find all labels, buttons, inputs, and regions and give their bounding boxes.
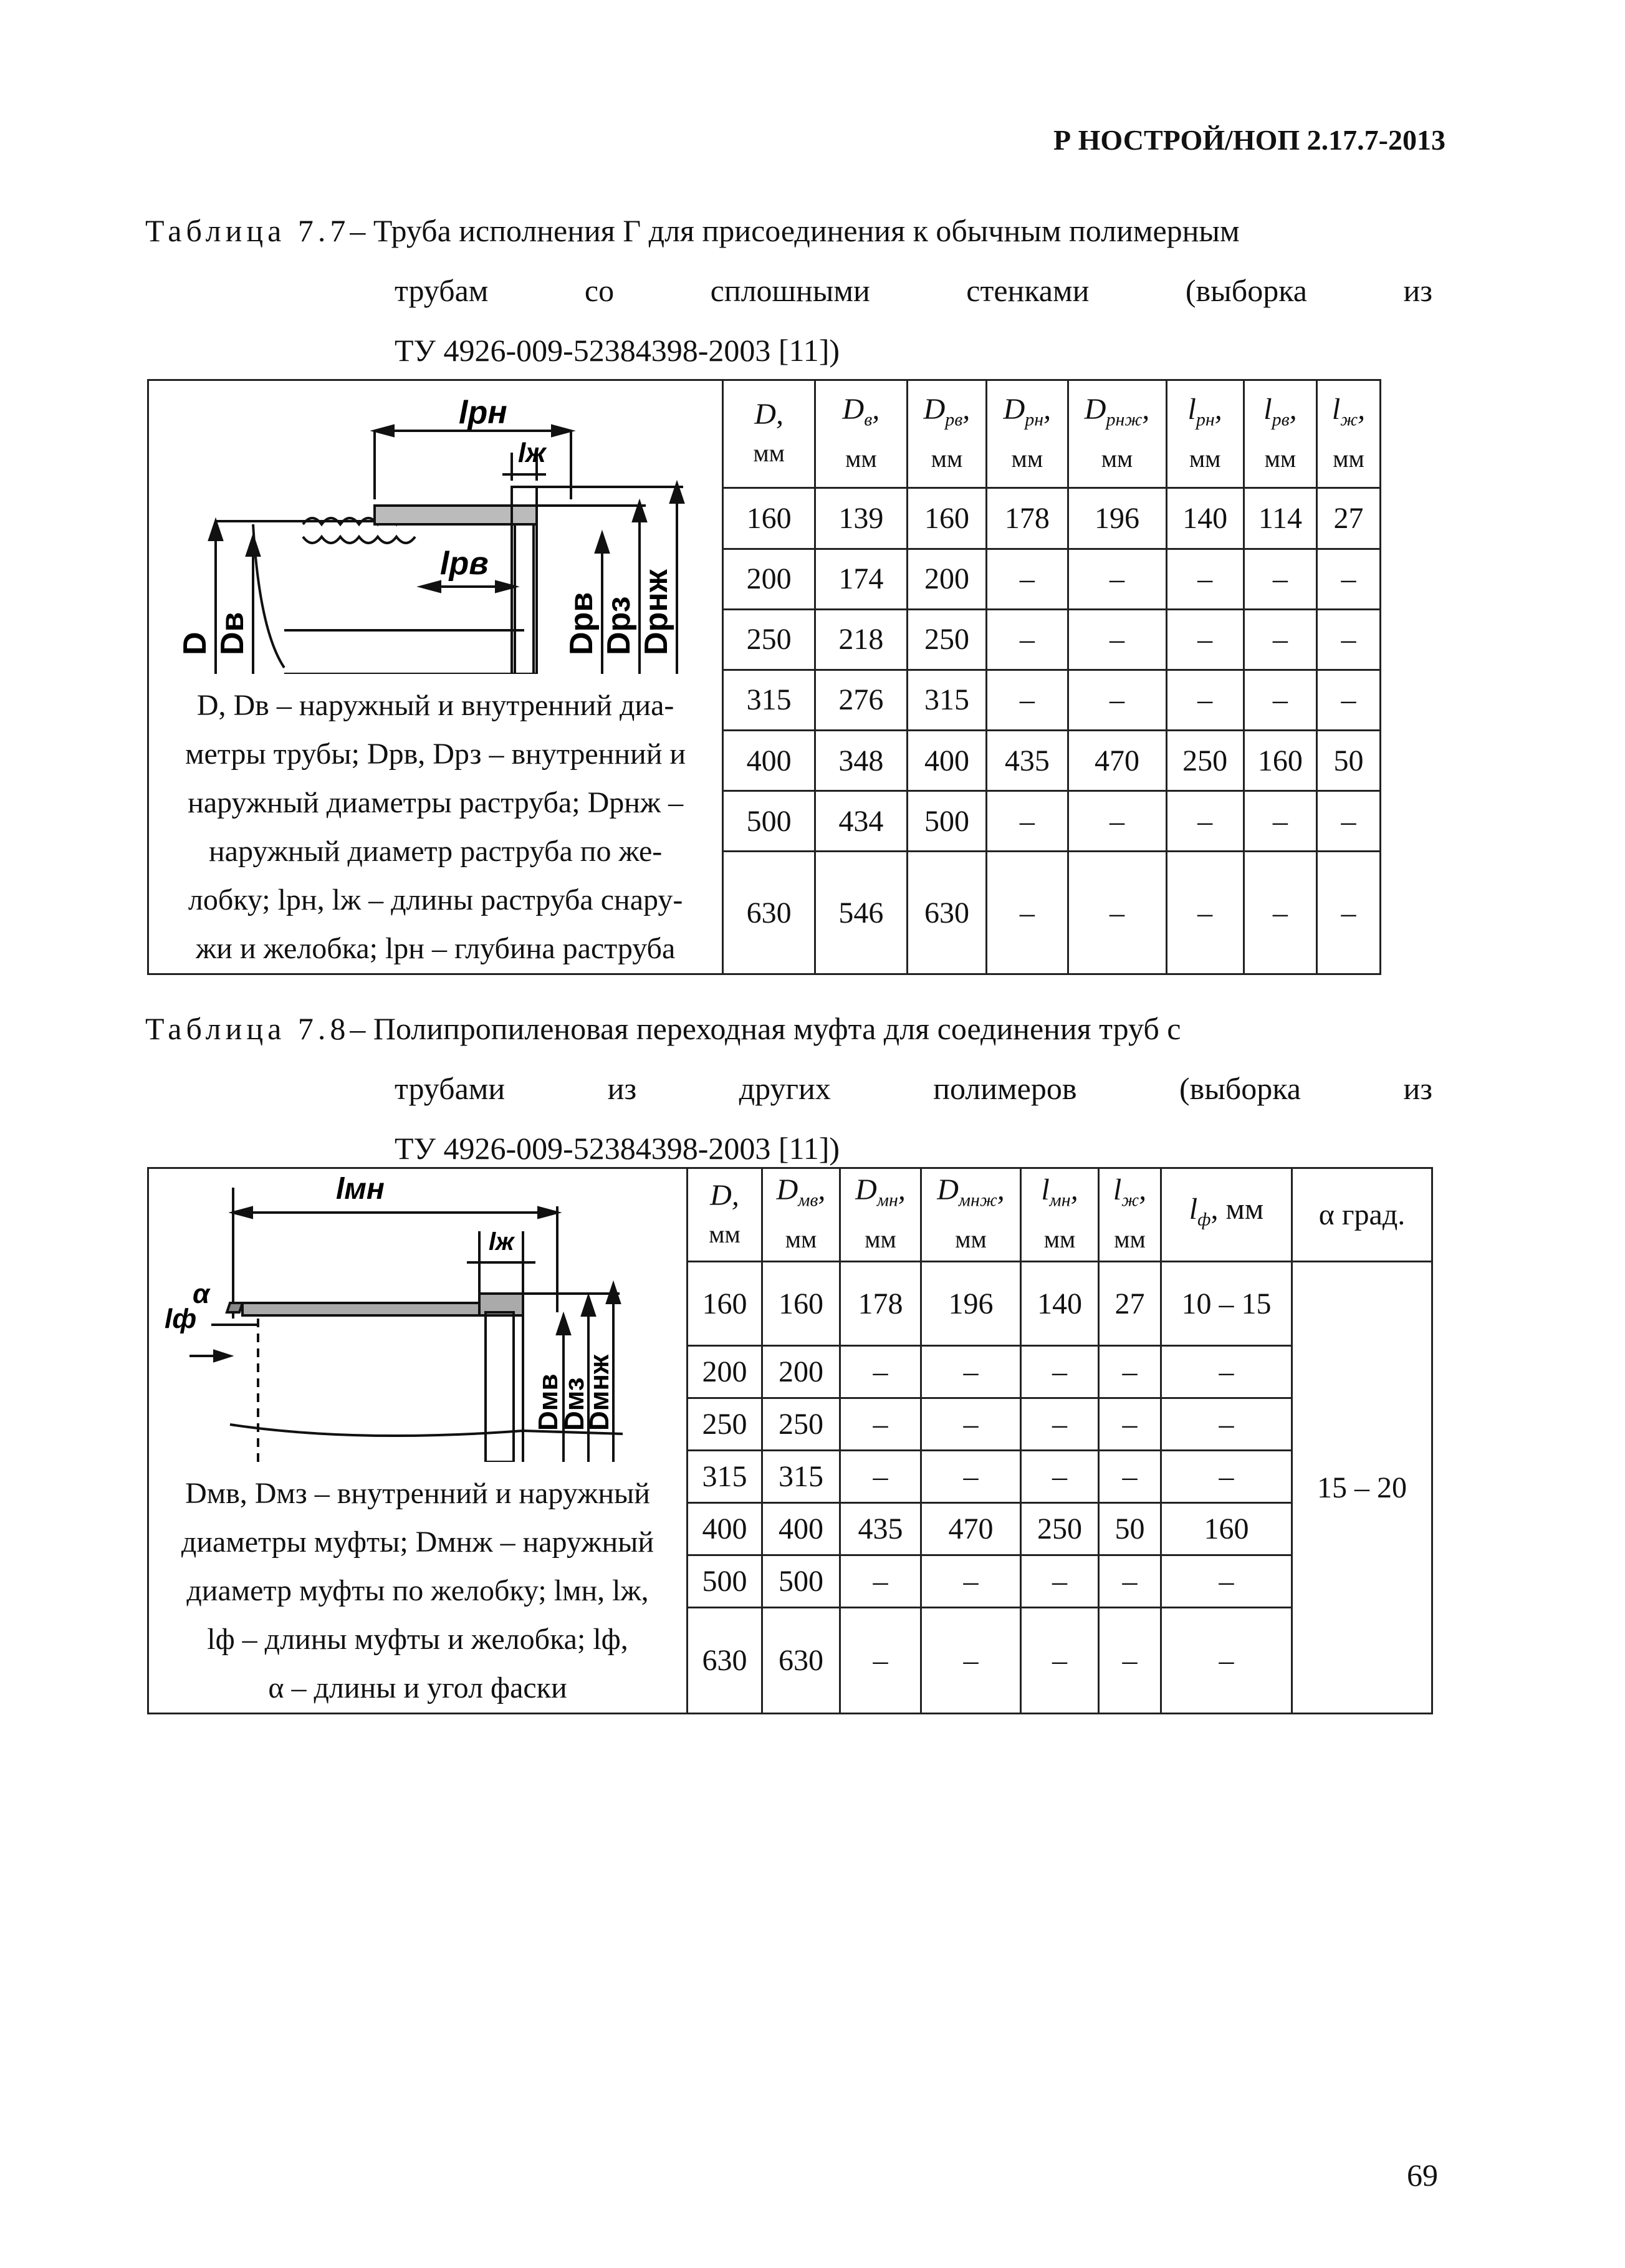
label-D: D [177,632,214,655]
table-cell: – [1244,852,1316,974]
table78-caption-line2 [395,1059,1432,1118]
table78-label: Таблица 7.8 [145,1011,350,1046]
table-cell: 27 [1317,488,1381,549]
table-cell: – [1099,1451,1161,1503]
label-Drnzh: Dрнж [638,569,675,655]
table78-word: из [1403,1071,1432,1106]
table-cell: – [1068,852,1166,974]
column-header: $l_{рн}$, мм [1166,380,1244,488]
table77-word: со [584,273,615,308]
table-cell: 348 [815,731,908,791]
table-cell: 400 [688,1503,762,1555]
legend-line: диаметр муфты по желобку; lмн, lж, [186,1574,649,1607]
table78-word: (выборка [1179,1071,1301,1106]
label-l-mn: lмн [336,1173,385,1206]
table-cell: – [921,1398,1021,1451]
table-cell: – [987,670,1068,730]
column-header: $l_ж$, мм [1099,1168,1161,1262]
column-header: $l_ф$, мм [1161,1168,1292,1262]
table-cell: 630 [723,852,815,974]
column-header: $l_ж$, мм [1317,380,1381,488]
table-cell: 174 [815,549,908,609]
legend-line: Dмв, Dмз – внутренний и наружный [185,1477,650,1510]
table-cell: – [921,1346,1021,1398]
column-header: $D_{рн}$, мм [987,380,1068,488]
table-cell: – [1021,1555,1099,1608]
table-cell: 200 [688,1346,762,1398]
table-cell: – [1099,1555,1161,1608]
table-cell: – [1021,1346,1099,1398]
column-header: $l_{мн}$, мм [1021,1168,1099,1262]
table-cell: 546 [815,852,908,974]
table-cell: 400 [907,731,986,791]
label-Drv: Dрв [563,592,600,655]
table-cell: – [1317,549,1381,609]
table-cell: 435 [840,1503,921,1555]
table77-caption-line2 [395,261,1432,320]
table-cell: 196 [921,1262,1021,1346]
table-cell: 500 [762,1555,840,1608]
table-cell: 140 [1021,1262,1099,1346]
table-cell: 160 [1244,731,1316,791]
table-cell: 218 [815,609,908,670]
table77-legend [149,681,722,973]
table-cell: – [1317,609,1381,670]
table-cell: – [987,609,1068,670]
table78-caption [145,999,1432,1178]
column-header: D, мм [723,380,815,488]
column-header: D, мм [688,1168,762,1262]
legend-line: наружный диаметры раструба; Dрнж – [188,786,684,819]
table-cell: – [987,852,1068,974]
table-cell: 114 [1244,488,1316,549]
label-Drz: Dрз [601,596,638,655]
table-cell: – [840,1451,921,1503]
table-cell: – [1166,670,1244,730]
column-header: $D_{мв}$, мм [762,1168,840,1262]
table-cell: 160 [723,488,815,549]
table-cell: 435 [987,731,1068,791]
table-cell: 160 [1161,1503,1292,1555]
label-l-rv: lрв [440,545,489,582]
table-cell: 196 [1068,488,1166,549]
table-cell: 27 [1099,1262,1161,1346]
table-cell: 434 [815,791,908,852]
table-cell: 470 [921,1503,1021,1555]
table78-word: трубами [395,1071,506,1106]
page-number: 69 [1407,2158,1438,2193]
column-header: $D_в$, мм [815,380,908,488]
table77 [147,379,1381,975]
table-cell: – [921,1451,1021,1503]
label-Dmv: Dмв [533,1373,563,1431]
table-cell: 140 [1166,488,1244,549]
table-cell: – [1161,1555,1292,1608]
table-cell: – [1166,791,1244,852]
table-cell: 10 – 15 [1161,1262,1292,1346]
legend-line: метры трубы; Dрв, Dрз – внутренний и [185,738,686,771]
table-cell: 500 [723,791,815,852]
table-cell: – [1161,1346,1292,1398]
label-l-rn: lрн [459,395,507,431]
legend-line: лобку; lрн, lж – длины раструба снару- [188,883,683,916]
table-cell: 200 [762,1346,840,1398]
table78-word: других [739,1071,831,1106]
table-cell: – [1068,609,1166,670]
label-l-f: lф [165,1304,197,1334]
column-header: $D_{рв}$, мм [907,380,986,488]
table-cell: 200 [907,549,986,609]
table-cell: – [921,1555,1021,1608]
table77-caption-line1: – Труба исполнения Г для присоединения к обычным полимерным [350,213,1240,248]
column-header: $l_{рв}$, мм [1244,380,1316,488]
table77-word: из [1403,273,1432,308]
table77-word: стенками [966,273,1090,308]
table-cell: – [987,791,1068,852]
legend-line: диаметры муфты; Dмнж – наружный [181,1526,654,1559]
table-cell: 139 [815,488,908,549]
table-cell: 630 [688,1608,762,1714]
table77-caption [145,201,1432,380]
table-cell: 400 [762,1503,840,1555]
table78-caption-line1: – Полипропиленовая переходная муфта для соединения труб с [350,1011,1181,1046]
table-cell: – [840,1608,921,1714]
table-cell: 250 [907,609,986,670]
table-cell: 400 [723,731,815,791]
label-Dmz: Dмз [559,1377,590,1431]
table-cell: – [1068,791,1166,852]
table-cell: 250 [762,1398,840,1451]
table-cell: 315 [762,1451,840,1503]
label-l-zh: lж [518,438,546,468]
table-cell: – [840,1555,921,1608]
table-cell: 315 [723,670,815,730]
table-cell: 200 [723,549,815,609]
table-cell: – [1161,1451,1292,1503]
column-header: $D_{мн}$, мм [840,1168,921,1262]
table-cell: – [1317,791,1381,852]
table-cell: – [1244,549,1316,609]
label-Dv: Dв [214,612,251,655]
table-cell: 315 [688,1451,762,1503]
table-cell: 160 [688,1262,762,1346]
table-cell: 250 [1166,731,1244,791]
table-cell: – [1021,1451,1099,1503]
table-cell: – [1317,852,1381,974]
table77-word: трубам [395,273,489,308]
table-cell: – [1244,670,1316,730]
table-cell: 50 [1099,1503,1161,1555]
table-cell: – [1099,1608,1161,1714]
table77-word: сплошными [710,273,870,308]
table-cell: 160 [762,1262,840,1346]
table-cell: 630 [762,1608,840,1714]
table-cell: 178 [987,488,1068,549]
table-cell: 630 [907,852,986,974]
table78-caption-line3: ТУ 4926-009-52384398-2003 [11]) [395,1131,840,1166]
table78-word: из [607,1071,637,1106]
table78-legend [149,1469,686,1713]
table-cell: 315 [907,670,986,730]
pipe-socket-drawing [153,381,717,674]
table78-word: полимеров [933,1071,1077,1106]
table-cell: 250 [723,609,815,670]
alpha-value-cell: 15 – 20 [1292,1262,1432,1714]
table-cell: – [1244,609,1316,670]
table-cell: – [921,1608,1021,1714]
legend-line: α – длины и угол фаски [268,1671,567,1704]
table-cell: 470 [1068,731,1166,791]
table-cell: – [1099,1346,1161,1398]
column-header: $D_{рнж}$, мм [1068,380,1166,488]
label-Dmnzh: Dмнж [584,1354,615,1431]
table-cell: – [840,1346,921,1398]
table-cell: – [1021,1608,1099,1714]
table-cell: 276 [815,670,908,730]
table-cell: – [1068,549,1166,609]
label-l-zh: lж [489,1228,514,1256]
legend-line: жи и желобка; lрн – глубина раструба [195,932,676,965]
legend-line: наружный диаметр раструба по же- [208,835,663,868]
table77-caption-line3: ТУ 4926-009-52384398-2003 [11]) [395,333,840,368]
table-cell: 500 [907,791,986,852]
table-cell: – [1166,609,1244,670]
column-header: $D_{мнж}$, мм [921,1168,1021,1262]
table-cell: 250 [688,1398,762,1451]
table-cell: – [1317,670,1381,730]
table78 [147,1167,1433,1714]
table78-drawing-cell [148,1168,688,1714]
table-cell: – [1161,1608,1292,1714]
column-header: α град. [1292,1168,1432,1262]
table77-drawing-cell [148,380,723,974]
table-cell: – [1099,1398,1161,1451]
table-cell: – [1021,1398,1099,1451]
table-cell: 178 [840,1262,921,1346]
table-cell: 250 [1021,1503,1099,1555]
coupling-drawing [149,1169,688,1462]
legend-line: D, Dв – наружный и внутренний диа- [196,689,674,722]
legend-line: lф – длины муфты и желобка; lф, [207,1623,628,1656]
table-cell: – [1166,549,1244,609]
table-cell: – [1161,1398,1292,1451]
label-alpha: α [193,1279,210,1309]
document-code: Р НОСТРОЙ/НОП 2.17.7-2013 [1053,124,1445,156]
table-cell: – [1244,791,1316,852]
table-cell: – [1166,852,1244,974]
table-cell: 500 [688,1555,762,1608]
table-cell: 50 [1317,731,1381,791]
table77-label: Таблица 7.7 [145,213,350,248]
table-cell: – [987,549,1068,609]
table-cell: 160 [907,488,986,549]
table-cell: – [1068,670,1166,730]
table77-word: (выборка [1185,273,1307,308]
table-cell: – [840,1398,921,1451]
